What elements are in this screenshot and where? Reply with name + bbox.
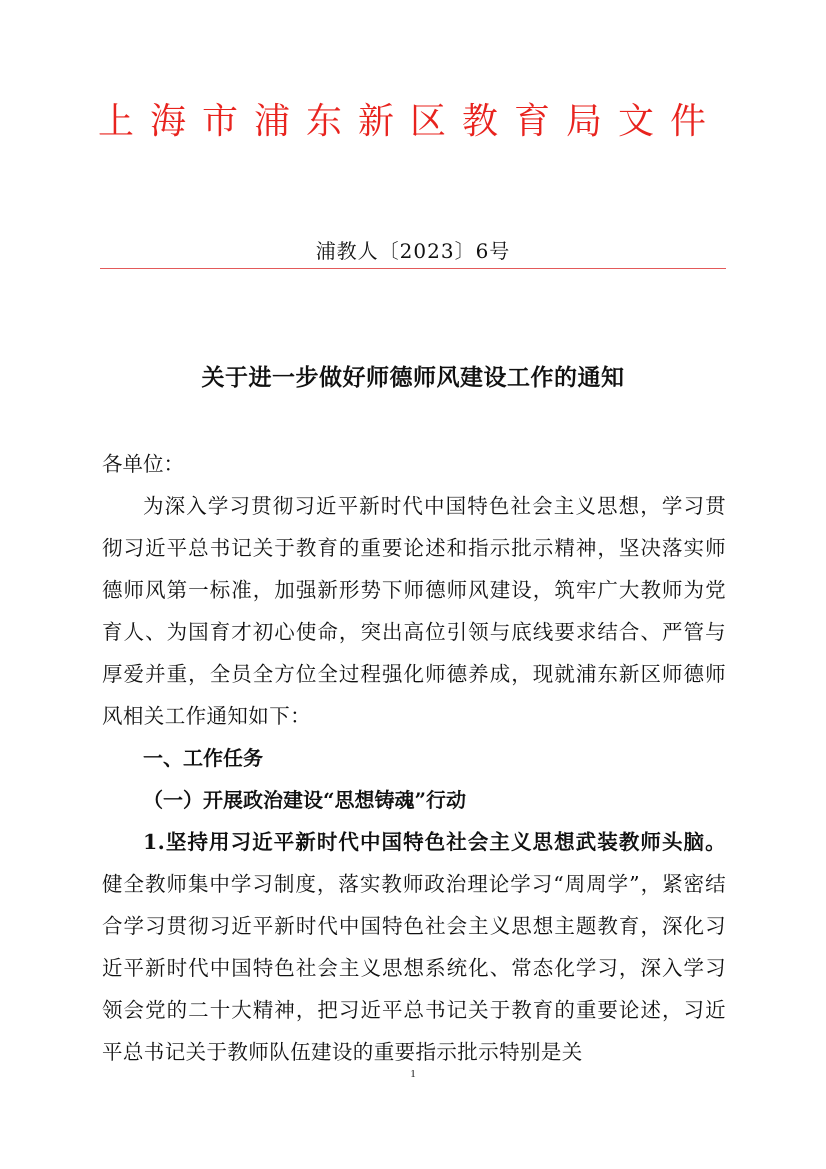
page-number: 1 — [410, 1068, 416, 1080]
document-body — [102, 443, 726, 1073]
item-body-text: 健全教师集中学习制度，落实教师政治理论学习“周周学”，紧密结合学习贯彻习近平新时代中国特色社会主义思想主题教育，深化习近平新时代中国特色社会主义思想系统化、常态化学习，深入学习领会党的二十大精神，把习近平总书记关于教育的重要论述，习近平总书记关于教师队伍建设的重要指示批示特别是关 — [102, 872, 726, 1064]
section-heading: 一、工作任务 — [143, 746, 263, 770]
document-header-title: 上海市浦东新区教育局文件 — [98, 101, 723, 142]
document-number: 浦教人〔2023〕6号 — [315, 239, 511, 263]
item-paragraph — [102, 821, 726, 1073]
item-lead-sentence: 1.坚持用习近平新时代中国特色社会主义思想武装教师头脑。 — [143, 830, 726, 854]
header-divider-rule — [100, 268, 726, 269]
salutation: 各单位： — [102, 452, 184, 476]
subsection-heading: （一）开展政治建设“思想铸魂”行动 — [143, 788, 467, 812]
notice-title: 关于进一步做好师德师风建设工作的通知 — [201, 364, 625, 391]
intro-paragraph: 为深入学习贯彻习近平新时代中国特色社会主义思想，学习贯彻习近平总书记关于教育的重要论述和指示批示精神，坚决落实师德师风第一标准，加强新形势下师德师风建设，筑牢广大教师为党育人、为国育才初心使命，突出高位引领与底线要求结合、严管与厚爱并重，全员全方位全过程强化师德养成，现就浦东新区师德师风相关工作通知如下： — [102, 494, 726, 728]
